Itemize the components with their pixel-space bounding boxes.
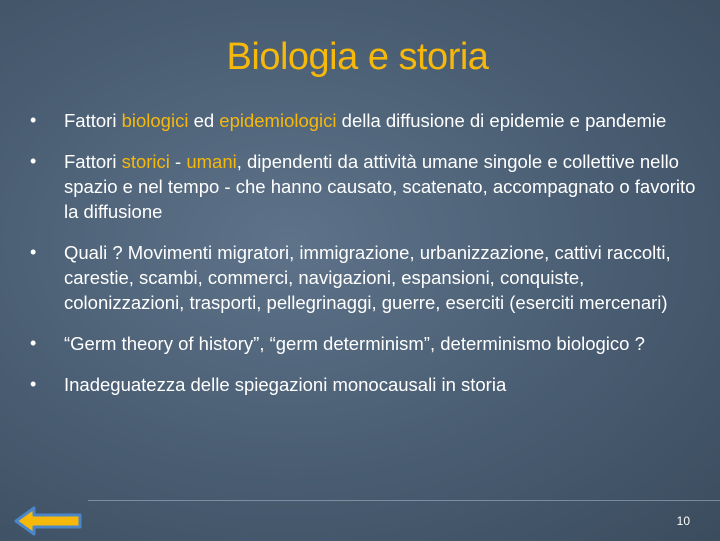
bullet-text-part: della diffusione di epidemie e pandemie xyxy=(336,110,667,131)
bullet-text: Inadeguatezza delle spiegazioni monocausali in storia xyxy=(64,374,507,395)
bottom-bar xyxy=(0,500,720,540)
page-number: 10 xyxy=(676,514,690,528)
bullet-highlight: storici xyxy=(121,151,170,172)
bullet-dot: • xyxy=(30,374,37,394)
bullet-item xyxy=(30,240,700,315)
bullet-item xyxy=(30,331,700,356)
bullet-text xyxy=(64,151,695,222)
bullet-text-part: - xyxy=(169,151,187,172)
slide-title: Biologia e storia xyxy=(226,36,489,78)
bullet-item xyxy=(30,372,700,397)
bullet-text-part: ed xyxy=(188,110,220,131)
bullet-text-part: , dipendenti da attività umane singole e collettive nello spazio e nel tempo - che hanno causato, scatenato, accompagnato o favorito la diffusione xyxy=(64,151,696,222)
bullet-item xyxy=(30,108,700,133)
back-button[interactable] xyxy=(14,506,84,536)
bullet-highlight: epidemiologici xyxy=(219,110,337,131)
bullet-dot: • xyxy=(30,110,37,130)
bullet-dot: • xyxy=(30,242,37,262)
bullet-text-part: Fattori xyxy=(64,151,122,172)
bullet-item xyxy=(30,149,700,224)
bullet-text xyxy=(64,110,666,131)
bullet-dot: • xyxy=(30,333,37,353)
arrow-left-icon xyxy=(14,506,84,536)
bullet-text-part: Fattori xyxy=(64,110,122,131)
bullet-list xyxy=(30,108,700,413)
bullet-dot: • xyxy=(30,151,37,171)
bullet-highlight: biologici xyxy=(121,110,189,131)
bullet-highlight: umani xyxy=(186,151,237,172)
divider-line xyxy=(88,500,720,501)
bullet-text: Quali ? Movimenti migratori, immigrazione, urbanizzazione, cattivi raccolti, carestie, scambi, commerci, navigazioni, espansioni, conquiste, colonizzazioni, trasporti, pellegrinaggi, guerre, eserciti (eserciti mercenari) xyxy=(64,242,671,313)
bullet-text: “Germ theory of history”, “germ determinism”, determinismo biologico ? xyxy=(64,333,645,354)
